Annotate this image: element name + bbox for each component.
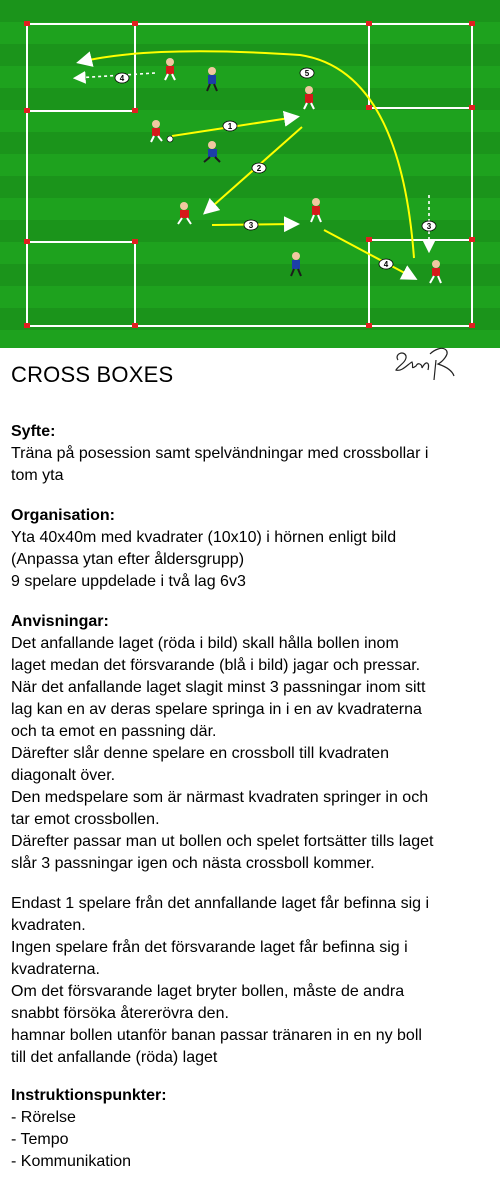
anvisningar-line: Därefter passar man ut bollen och spelet fortsätter tills laget bbox=[11, 833, 434, 850]
svg-text:3: 3 bbox=[426, 222, 432, 231]
anvisningar-line: Därefter slår denne spelare en crossboll till kvadraten bbox=[11, 745, 389, 762]
svg-text:3: 3 bbox=[248, 221, 254, 230]
rules-line: Om det försvarande laget bryter bollen, måste de andra bbox=[11, 983, 405, 1000]
pass-label-2 bbox=[252, 163, 266, 173]
pass-label-3 bbox=[244, 220, 258, 230]
anvisningar-line: Det anfallande laget (röda i bild) skall hålla bollen inom bbox=[11, 635, 399, 652]
anvisningar-line: slår 3 passningar igen och nästa crossboll kommer. bbox=[11, 855, 375, 872]
organisation-line: Yta 40x40m med kvadrater (10x10) i hörnen enligt bild bbox=[11, 529, 397, 546]
rules-line: kvadraterna. bbox=[11, 961, 100, 978]
rules-line: Endast 1 spelare från det annfallande laget får befinna sig i bbox=[11, 895, 430, 912]
svg-text:1: 1 bbox=[227, 122, 233, 131]
section-syfte bbox=[11, 421, 496, 487]
rules-line: snabbt försöka återerövra den. bbox=[11, 1005, 229, 1022]
rules-line: till det anfallande (röda) laget bbox=[11, 1049, 218, 1066]
section-instruktion bbox=[11, 1085, 496, 1173]
drill-diagram bbox=[0, 0, 500, 348]
rules-line: hamnar bollen utanför banan passar tränaren in en ny boll bbox=[11, 1027, 422, 1044]
syfte-heading: Syfte: bbox=[11, 423, 56, 440]
svg-text:4: 4 bbox=[383, 260, 389, 269]
organisation-line: 9 spelare uppdelade i två lag 6v3 bbox=[11, 573, 246, 590]
svg-text:2: 2 bbox=[256, 164, 262, 173]
anvisningar-heading: Anvisningar: bbox=[11, 613, 109, 630]
anvisningar-line: diagonalt över. bbox=[11, 767, 116, 784]
signature-image bbox=[392, 340, 462, 382]
anvisningar-line: När det anfallande laget slagit minst 3 passningar inom sitt bbox=[11, 679, 426, 696]
svg-text:5: 5 bbox=[304, 69, 310, 78]
rules-line: Ingen spelare från det försvarande laget får befinna sig i bbox=[11, 939, 408, 956]
pass-label-4 bbox=[115, 73, 129, 83]
instruktion-heading: Instruktionspunkter: bbox=[11, 1087, 167, 1104]
section-organisation bbox=[11, 505, 496, 593]
svg-text:4: 4 bbox=[119, 74, 125, 83]
syfte-line: Träna på posession samt spelvändningar med crossbollar i bbox=[11, 445, 429, 462]
section-rules bbox=[11, 893, 496, 1069]
section-anvisningar bbox=[11, 611, 496, 875]
anvisningar-line: och ta emot en passning där. bbox=[11, 723, 217, 740]
anvisningar-line: Den medspelare som är närmast kvadraten springer in och bbox=[11, 789, 429, 806]
syfte-line: tom yta bbox=[11, 467, 64, 484]
anvisningar-line: tar emot crossbollen. bbox=[11, 811, 160, 828]
page-title: CROSS BOXES bbox=[11, 362, 174, 387]
pass-label-5 bbox=[300, 68, 314, 78]
rules-line: kvadraten. bbox=[11, 917, 86, 934]
organisation-line: (Anpassa ytan efter åldersgrupp) bbox=[11, 551, 245, 568]
instruktion-item: - Rörelse bbox=[11, 1109, 76, 1126]
pass-label-4b bbox=[379, 259, 393, 269]
anvisningar-line: lag kan en av deras spelare springa in i en av kvadraterna bbox=[11, 701, 422, 718]
ball bbox=[167, 136, 173, 142]
organisation-heading: Organisation: bbox=[11, 507, 116, 524]
anvisningar-line: laget medan det försvarande (blå i bild) jagar och pressar. bbox=[11, 657, 421, 674]
pass-label-3b bbox=[422, 221, 436, 231]
pass-label-1 bbox=[223, 121, 237, 131]
instruktion-item: - Tempo bbox=[11, 1131, 69, 1148]
instruktion-item: - Kommunikation bbox=[11, 1153, 132, 1170]
